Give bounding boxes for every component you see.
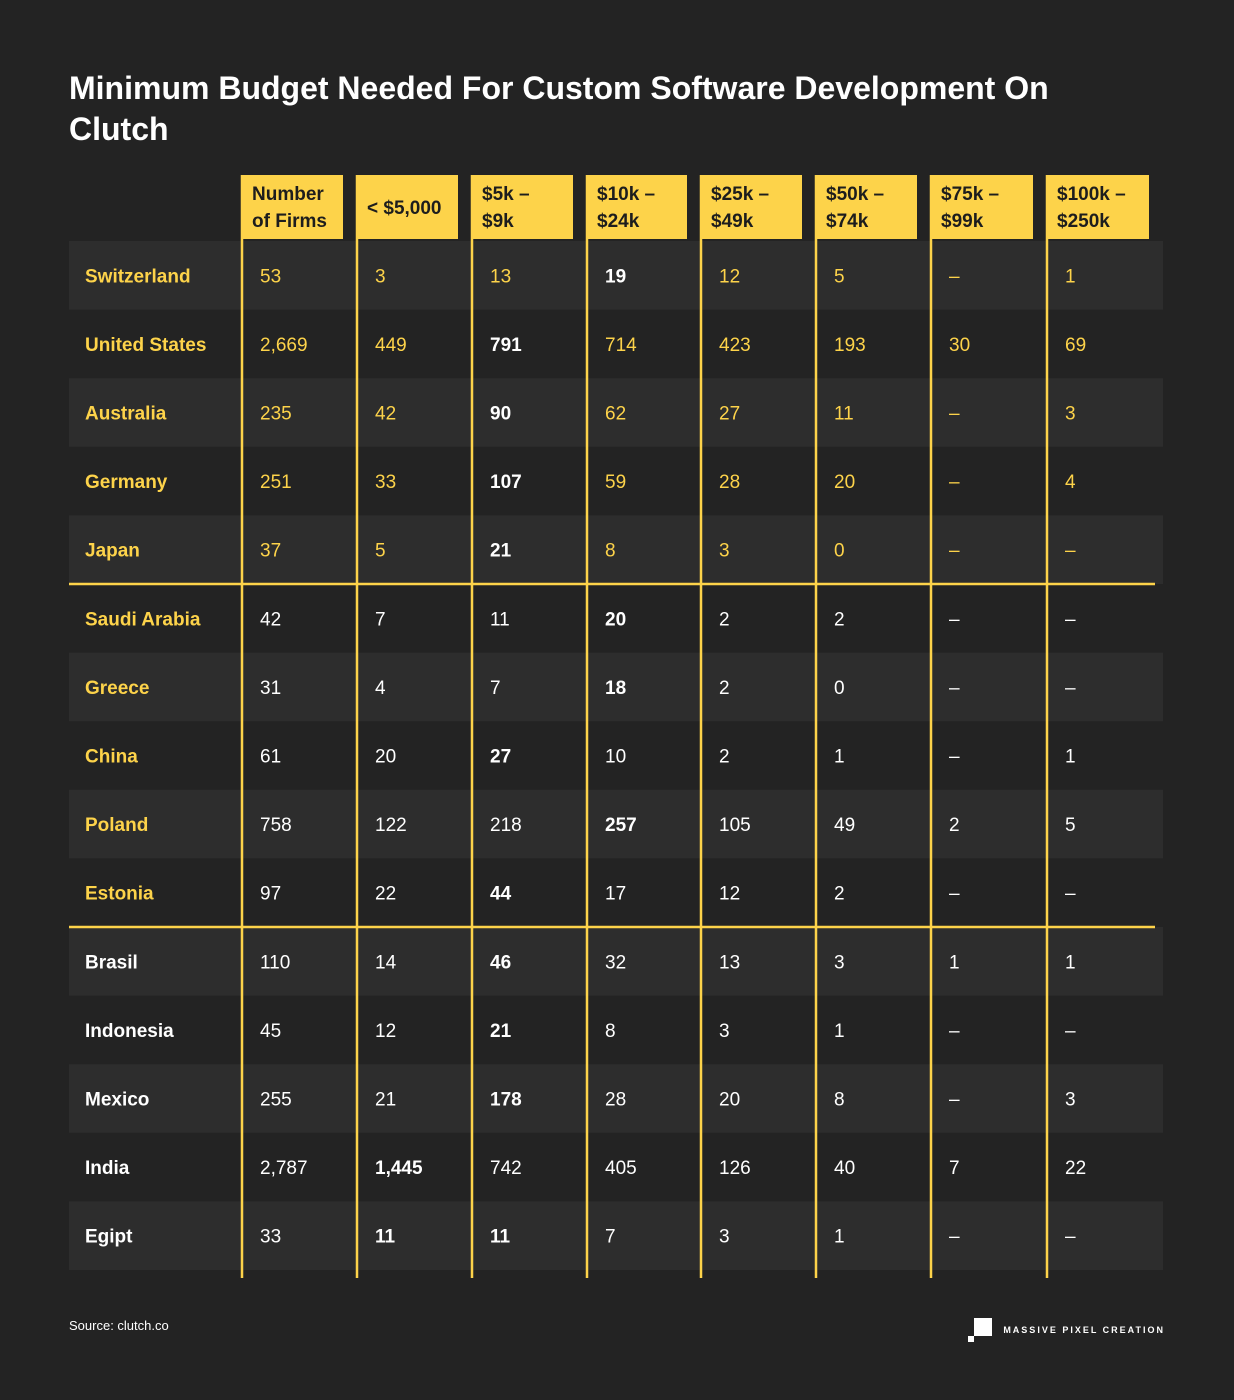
table-cell: 405 [605, 1158, 637, 1180]
table-cell: 27 [719, 403, 741, 425]
column-header: $10k – $24k [597, 184, 656, 232]
table-cell: – [949, 883, 960, 905]
table-cell: 5 [834, 266, 845, 288]
row-label: Saudi Arabia [85, 609, 201, 631]
table-cell: 20 [834, 472, 856, 494]
table-cell: 3 [719, 1226, 730, 1248]
table-cell: – [949, 677, 960, 699]
table-cell: 193 [834, 334, 866, 356]
row-label: Germany [85, 472, 168, 494]
table-cell: 7 [490, 677, 501, 699]
table-cell: 4 [375, 677, 386, 699]
table-cell: 255 [260, 1089, 292, 1111]
column-header: < $5,000 [367, 198, 442, 219]
table-cell: 90 [490, 403, 512, 425]
table-cell: 4 [1065, 472, 1076, 494]
row-label: Japan [85, 540, 140, 562]
table-cell: 12 [719, 883, 741, 905]
table-cell: 21 [490, 1020, 512, 1042]
table-cell: 8 [605, 1020, 616, 1042]
table-cell: 3 [1065, 403, 1076, 425]
table-cell: 3 [719, 1020, 730, 1042]
table-cell: 2 [719, 746, 730, 768]
table-cell: 30 [949, 334, 971, 356]
table-cell: 0 [834, 677, 845, 699]
table-cell: 2,669 [260, 334, 308, 356]
table-cell: 21 [490, 540, 512, 562]
table-cell: – [949, 1089, 960, 1111]
table-cell: 44 [490, 883, 512, 905]
table-cell: 28 [605, 1089, 627, 1111]
table-cell: 2 [719, 677, 730, 699]
source-note: Source: clutch.co [69, 1318, 169, 1333]
row-label: Greece [85, 677, 150, 699]
page-title: Minimum Budget Needed For Custom Software Development On Clutch [69, 70, 1049, 147]
table-cell: 105 [719, 815, 751, 837]
table-cell: 69 [1065, 334, 1087, 356]
table-cell: 251 [260, 472, 292, 494]
table-cell: 28 [719, 472, 741, 494]
table-cell: 19 [605, 266, 627, 288]
table-cell: – [949, 609, 960, 631]
table-cell: 1 [1065, 952, 1076, 974]
table-cell: 40 [834, 1158, 856, 1180]
table-cell: 45 [260, 1020, 282, 1042]
table-cell: 1 [1065, 746, 1076, 768]
table-cell: 126 [719, 1158, 751, 1180]
table-cell: – [949, 472, 960, 494]
row-label: Australia [85, 403, 167, 425]
table-cell: 107 [490, 472, 522, 494]
table-cell: 12 [719, 266, 741, 288]
table-cell: 8 [834, 1089, 845, 1111]
brand [968, 1318, 1165, 1342]
table-cell: – [949, 403, 960, 425]
table-cell: – [949, 1226, 960, 1248]
table-cell: 0 [834, 540, 845, 562]
table-cell: 33 [260, 1226, 282, 1248]
table-cell: 13 [719, 952, 741, 974]
table-cell: 18 [605, 677, 627, 699]
table-cell: 7 [949, 1158, 960, 1180]
column-header: Number of Firms [252, 184, 327, 232]
pixel-square-logo-icon [968, 1318, 992, 1342]
table-cell: 449 [375, 334, 407, 356]
table-cell: 3 [834, 952, 845, 974]
table-cell: 3 [719, 540, 730, 562]
table-cell: 11 [490, 1226, 511, 1248]
table-cell: 178 [490, 1089, 522, 1111]
table-cell: – [1065, 1226, 1076, 1248]
table-cell: 257 [605, 815, 637, 837]
table-cell: 2 [834, 609, 845, 631]
table-cell: 2,787 [260, 1158, 308, 1180]
table-cell: 10 [605, 746, 627, 768]
row-label: United States [85, 334, 207, 356]
row-label: India [85, 1158, 130, 1180]
table-cell: 8 [605, 540, 616, 562]
table-cell: 7 [375, 609, 386, 631]
table-cell: – [1065, 540, 1076, 562]
table-cell: 110 [260, 952, 291, 974]
table-cell: 11 [490, 609, 510, 631]
table-cell: 22 [375, 883, 397, 905]
table-cell: 13 [490, 266, 512, 288]
column-header: $100k – $250k [1057, 184, 1126, 232]
table-cell: – [949, 540, 960, 562]
table-cell: 42 [375, 403, 397, 425]
table-cell: 59 [605, 472, 627, 494]
table-cell: 1 [834, 1020, 845, 1042]
table-cell: 11 [375, 1226, 396, 1248]
table-cell: – [949, 1020, 960, 1042]
table-cell: 62 [605, 403, 627, 425]
column-header: $50k – $74k [826, 184, 885, 232]
table-cell: – [949, 266, 960, 288]
table-cell: 742 [490, 1158, 522, 1180]
table-cell: 218 [490, 815, 522, 837]
table-cell: 1 [949, 952, 960, 974]
row-band [69, 1201, 1163, 1270]
table-cell: 31 [260, 677, 282, 699]
table-cell: 5 [1065, 815, 1076, 837]
row-label: Indonesia [85, 1020, 174, 1042]
table-cell: – [1065, 609, 1076, 631]
table-cell: 42 [260, 609, 282, 631]
table-cell: 27 [490, 746, 512, 768]
row-label: Brasil [85, 952, 138, 974]
row-label: Egipt [85, 1226, 133, 1248]
table-cell: 791 [490, 334, 522, 356]
row-label: Switzerland [85, 266, 191, 288]
column-header: $5k – $9k [482, 184, 530, 232]
table-cell: 2 [834, 883, 845, 905]
table-cell: 61 [260, 746, 282, 768]
table-cell: 758 [260, 815, 292, 837]
row-band [69, 515, 1163, 584]
table-cell: 1 [1065, 266, 1076, 288]
column-header: $75k – $99k [941, 184, 1000, 232]
row-label: Mexico [85, 1089, 150, 1111]
table-cell: 235 [260, 403, 292, 425]
table-cell: 1,445 [375, 1158, 423, 1180]
column-header: $25k – $49k [711, 184, 770, 232]
table-cell: 5 [375, 540, 386, 562]
table-cell: 20 [375, 746, 397, 768]
table-cell: 53 [260, 266, 282, 288]
table-cell: – [1065, 883, 1076, 905]
table-cell: – [1065, 677, 1076, 699]
table-cell: 20 [719, 1089, 741, 1111]
table-cell: 3 [375, 266, 386, 288]
table-cell: 2 [719, 609, 730, 631]
table-cell: 2 [949, 815, 960, 837]
table-cell: 1 [834, 746, 845, 768]
table-cell: 12 [375, 1020, 397, 1042]
table-cell: 46 [490, 952, 512, 974]
table-cell: 11 [834, 403, 854, 425]
table-cell: 122 [375, 815, 407, 837]
table-cell: 20 [605, 609, 627, 631]
table-cell: 37 [260, 540, 282, 562]
row-label: Estonia [85, 883, 154, 905]
table-cell: 1 [834, 1226, 845, 1248]
table-cell: 714 [605, 334, 637, 356]
brand-name: MASSIVE PIXEL CREATION [1003, 1325, 1165, 1335]
table-cell: 22 [1065, 1158, 1087, 1180]
table-cell: 7 [605, 1226, 616, 1248]
row-label: China [85, 746, 138, 768]
table-cell: 423 [719, 334, 751, 356]
table-cell: – [949, 746, 960, 768]
table-cell: 3 [1065, 1089, 1076, 1111]
table-cell: 32 [605, 952, 627, 974]
table-cell: 14 [375, 952, 397, 974]
table-cell: 17 [605, 883, 627, 905]
table-cell: – [1065, 1020, 1076, 1042]
table-cell: 33 [375, 472, 397, 494]
table-cell: 21 [375, 1089, 397, 1111]
table-cell: 97 [260, 883, 282, 905]
table-cell: 49 [834, 815, 856, 837]
row-label: Poland [85, 815, 149, 837]
